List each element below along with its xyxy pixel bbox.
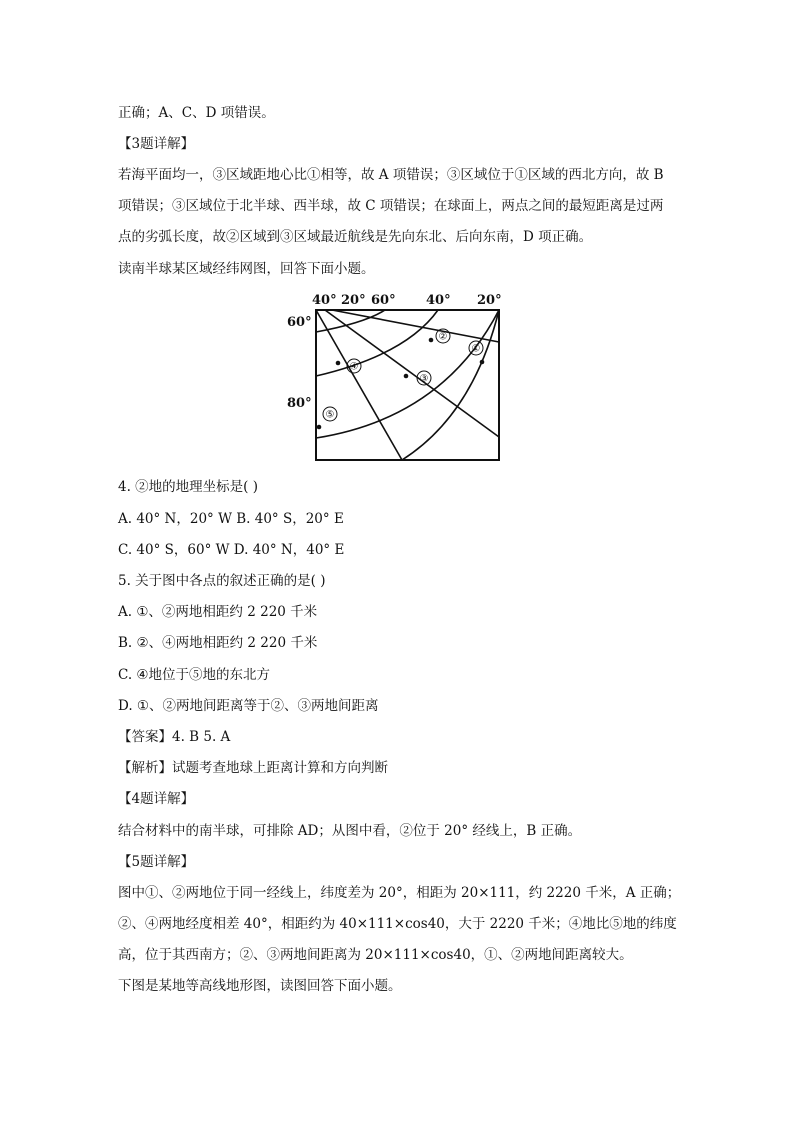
point-dot bbox=[404, 374, 409, 379]
point-label: ② bbox=[438, 331, 448, 343]
question-5: 5. 关于图中各点的叙述正确的是( ) bbox=[118, 573, 326, 589]
point-label: ④ bbox=[349, 361, 359, 373]
option-line: C. 40° S，60° W D. 40° N，40° E bbox=[118, 542, 345, 558]
option-line: A. ①、②两地相距约 2 220 千米 bbox=[118, 604, 318, 620]
point-label: ③ bbox=[419, 373, 429, 385]
point-dot bbox=[317, 425, 322, 430]
question-4: 4. ②地的地理坐标是( ) bbox=[118, 479, 258, 495]
text-line: 读南半球某区域经纬网图，回答下面小题。 bbox=[118, 261, 375, 277]
top-label: 40° bbox=[312, 293, 337, 308]
top-label: 20° bbox=[477, 293, 502, 308]
text-line: 项错误；③区域位于北半球、西半球，故 C 项错误；在球面上，两点之间的最短距离是过两 bbox=[118, 198, 664, 214]
point-dot bbox=[480, 360, 485, 365]
lat-lon-grid-diagram bbox=[283, 290, 505, 462]
section-heading: 【3题详解】 bbox=[118, 136, 195, 152]
text-line: 下图是某地等高线地形图，读图回答下面小题。 bbox=[118, 978, 402, 994]
text-line: ②、④两地经度相差 40°，相距约为 40×111×cos40，大于 2220 千米；④地比⑤地的纬度 bbox=[118, 916, 677, 932]
point-dot bbox=[429, 338, 434, 343]
meridian-line bbox=[316, 310, 402, 460]
top-label: 20° bbox=[341, 293, 366, 308]
left-label: 60° bbox=[287, 315, 312, 330]
text-line: 图中①、②两地位于同一经线上，纬度差为 20°，相距为 20×111，约 2220 千米，A 正确； bbox=[118, 885, 681, 901]
point-label: ⑤ bbox=[325, 409, 335, 421]
section-heading: 【5题详解】 bbox=[118, 854, 195, 870]
top-label: 60° bbox=[371, 293, 396, 308]
meridian-line bbox=[325, 310, 499, 437]
analysis-line: 【解析】试题考查地球上距离计算和方向判断 bbox=[118, 760, 388, 776]
text-line: 结合材料中的南半球，可排除 AD；从图中看，②位于 20° 经线上，B 正确。 bbox=[118, 823, 582, 839]
text-line: 若海平面均一，③区域距地心比①相等，故 A 项错误；③区域位于①区域的西北方向，故 B bbox=[118, 167, 664, 183]
text-line: 高，位于其西南方；②、③两地间距离为 20×111×cos40，①、②两地间距离较大。 bbox=[118, 947, 633, 963]
point-dot bbox=[336, 361, 341, 366]
top-label: 40° bbox=[426, 293, 451, 308]
meridian-line bbox=[332, 310, 499, 342]
point-label: ① bbox=[471, 343, 481, 355]
left-label: 80° bbox=[287, 396, 312, 411]
text-line: 正确；A、C、D 项错误。 bbox=[118, 105, 275, 121]
option-line: C. ④地位于⑤地的东北方 bbox=[118, 667, 271, 683]
parallel-arc bbox=[316, 310, 499, 438]
text-line: 点的劣弧长度，故②区域到③区域最近航线是先向东北、后向东南，D 项正确。 bbox=[118, 229, 593, 245]
option-line: A. 40° N，20° W B. 40° S，20° E bbox=[118, 511, 344, 527]
section-heading: 【4题详解】 bbox=[118, 791, 195, 807]
option-line: D. ①、②两地间距离等于②、③两地间距离 bbox=[118, 698, 379, 714]
answer-line: 【答案】4. B 5. A bbox=[118, 729, 231, 745]
option-line: B. ②、④两地相距约 2 220 千米 bbox=[118, 635, 318, 651]
